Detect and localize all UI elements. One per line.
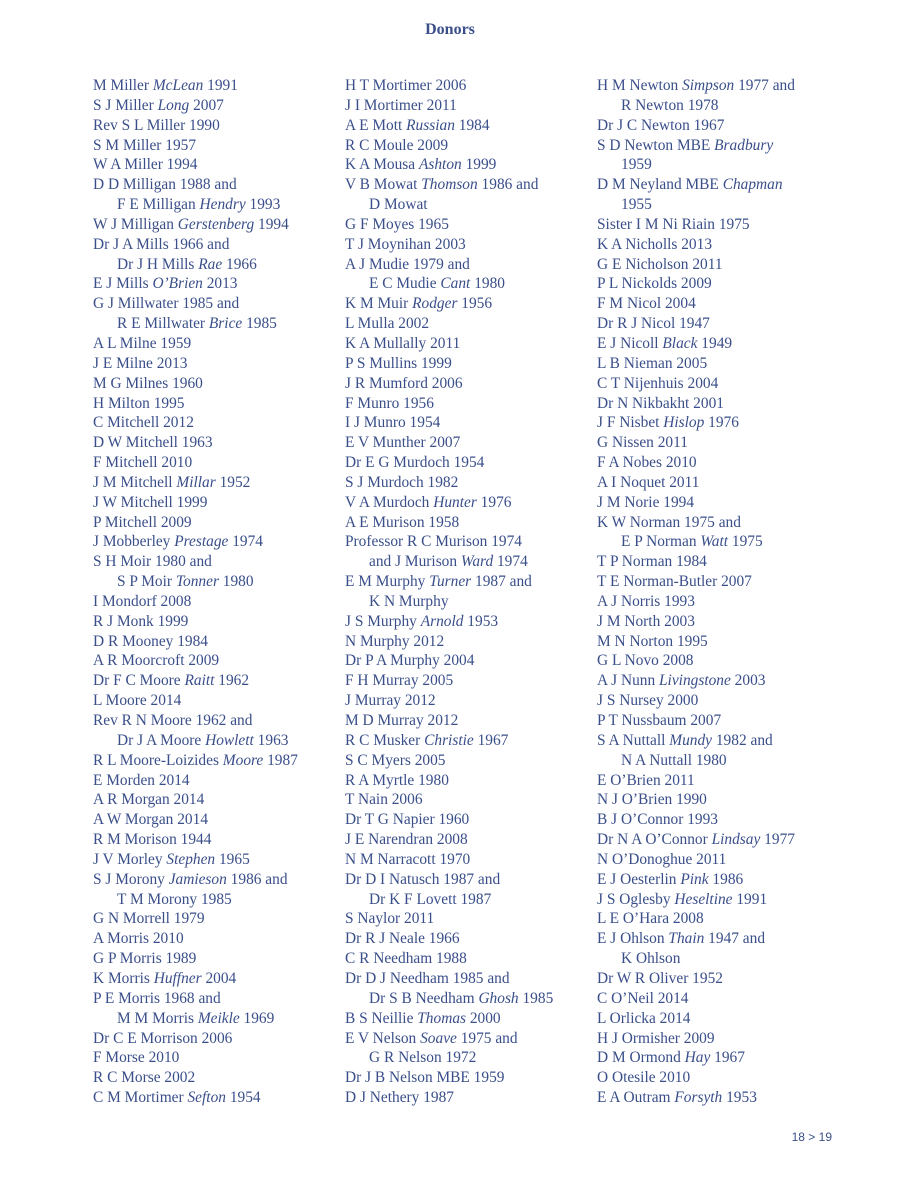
donor-entry: F Mitchell 2010 xyxy=(93,454,193,472)
maiden-name: Thomson xyxy=(421,176,478,194)
donor-entry: Dr R J Nicol 1947 xyxy=(597,315,710,333)
donor-entry: F H Murray 2005 xyxy=(345,672,454,690)
maiden-name: Livingstone xyxy=(659,672,731,690)
donor-entry: C R Needham 1988 xyxy=(345,950,467,968)
donor-entry: E O’Brien 2011 xyxy=(597,771,695,789)
donor-entry: K A Mullally 2011 xyxy=(345,334,461,352)
donor-entry: N M Narracott 1970 xyxy=(345,850,471,868)
donor-entry: N J O’Brien 1990 xyxy=(597,791,707,809)
donor-entry: J F Nisbet Hislop 1976 xyxy=(597,414,739,432)
donor-entry: E J Oesterlin Pink 1986 xyxy=(597,870,744,888)
maiden-name: Arnold xyxy=(420,612,464,630)
donor-entry: S J Morony Jamieson 1986 and T M Morony 1985 xyxy=(93,870,288,908)
donor-entry: Dr N A O’Connor Lindsay 1977 xyxy=(597,831,795,849)
maiden-name: Meikle xyxy=(197,1009,240,1027)
donor-entry: S J Murdoch 1982 xyxy=(345,473,459,491)
donor-entry: S C Myers 2005 xyxy=(345,751,446,769)
donor-entry: S M Miller 1957 xyxy=(93,136,197,154)
donor-entry: A J Norris 1993 xyxy=(597,592,695,610)
donor-entry: T E Norman-Butler 2007 xyxy=(597,573,752,591)
donor-entry: N O’Donoghue 2011 xyxy=(597,850,727,868)
maiden-name: Sefton xyxy=(187,1089,226,1107)
donor-entry: A R Moorcroft 2009 xyxy=(93,652,220,670)
donor-entry: D W Mitchell 1963 xyxy=(93,434,213,452)
donor-entry: R M Morison 1944 xyxy=(93,831,212,849)
donor-entry: N Murphy 2012 xyxy=(345,632,445,650)
donor-entry: Dr P A Murphy 2004 xyxy=(345,652,475,670)
donor-entry: E V Nelson Soave 1975 and G R Nelson 1972 xyxy=(345,1029,518,1067)
donor-column-2 xyxy=(345,76,595,1108)
maiden-name: Ghosh xyxy=(478,989,519,1007)
donor-entry: Dr D J Needham 1985 and Dr S B Needham Ghosh 1985 xyxy=(345,969,554,1007)
donor-entry: C Mitchell 2012 xyxy=(93,414,194,432)
donor-entry: G J Millwater 1985 and R E Millwater Brice 1985 xyxy=(93,295,277,333)
donor-entry: K A Nicholls 2013 xyxy=(597,235,713,253)
donor-entry: K Morris Huffner 2004 xyxy=(93,969,237,987)
donor-entry: R A Myrtle 1980 xyxy=(345,771,449,789)
donor-entry: A E Murison 1958 xyxy=(345,513,460,531)
maiden-name: Ashton xyxy=(418,156,462,174)
maiden-name: Soave xyxy=(420,1029,457,1047)
donor-entry: J Mobberley Prestage 1974 xyxy=(93,533,263,551)
donor-entry: R J Monk 1999 xyxy=(93,612,189,630)
donor-entry: L B Nieman 2005 xyxy=(597,354,708,372)
maiden-name: Raitt xyxy=(184,672,215,690)
donor-entry: P Mitchell 2009 xyxy=(93,513,192,531)
maiden-name: Christie xyxy=(424,731,474,749)
donor-entry: E M Murphy Turner 1987 and K N Murphy xyxy=(345,573,532,610)
donor-entry: D M Neyland MBE Chapman 1955 xyxy=(597,176,783,214)
donor-entry: J S Murphy Arnold 1953 xyxy=(345,612,499,630)
donor-entry: E V Munther 2007 xyxy=(345,434,461,452)
donor-entry: P T Nussbaum 2007 xyxy=(597,712,722,729)
donor-entry: J Murray 2012 xyxy=(345,692,436,710)
donor-entry: F Morse 2010 xyxy=(93,1049,180,1067)
donor-entry: C O’Neil 2014 xyxy=(597,989,689,1007)
donor-entry: T Nain 2006 xyxy=(345,791,423,809)
maiden-name: Lindsay xyxy=(711,831,761,849)
donor-entry: R C Musker Christie 1967 xyxy=(345,731,509,749)
donor-entry: M G Milnes 1960 xyxy=(93,374,203,392)
donor-entry: G Nissen 2011 xyxy=(597,434,688,452)
donor-entry: D M Ormond Hay 1967 xyxy=(597,1049,745,1067)
donor-entry: G N Morrell 1979 xyxy=(93,910,205,928)
donor-entry: D D Milligan 1988 and F E Milligan Hendry 1993 xyxy=(93,176,281,214)
donor-entry: E J Nicoll Black 1949 xyxy=(597,334,733,352)
donor-entry: A I Noquet 2011 xyxy=(597,473,700,491)
donor-entry: J M Mitchell Millar 1952 xyxy=(93,473,251,491)
maiden-name: Rodger xyxy=(412,295,458,313)
donor-entry: G L Novo 2008 xyxy=(597,652,694,670)
donor-entry: J E Narendran 2008 xyxy=(345,831,468,849)
donor-entry: Dr T G Napier 1960 xyxy=(345,811,470,829)
donor-entry: B S Neillie Thomas 2000 xyxy=(345,1009,501,1027)
donor-entry: I J Munro 1954 xyxy=(345,414,441,432)
donor-entry: A J Mudie 1979 and E C Mudie Cant 1980 xyxy=(345,255,505,293)
maiden-name: McLean xyxy=(152,77,204,94)
donor-entry: G P Morris 1989 xyxy=(93,950,197,968)
maiden-name: Hay xyxy=(684,1049,711,1067)
donor-entry: L Moore 2014 xyxy=(93,692,182,710)
maiden-name: Prestage xyxy=(174,533,229,551)
maiden-name: Russian xyxy=(406,116,455,134)
maiden-name: Hislop xyxy=(663,414,705,432)
donor-entry: J M Norie 1994 xyxy=(597,493,695,511)
donor-entry: S A Nuttall Mundy 1982 and N A Nuttall 1980 xyxy=(597,731,773,769)
donor-entry: R C Morse 2002 xyxy=(93,1069,196,1087)
donor-entry: Dr F C Moore Raitt 1962 xyxy=(93,672,250,690)
maiden-name: Huffner xyxy=(153,969,202,987)
donor-entry: J E Milne 2013 xyxy=(93,354,188,372)
maiden-name: Howlett xyxy=(205,731,254,749)
maiden-name: Rae xyxy=(198,255,223,273)
donor-entry: W J Milligan Gerstenberg 1994 xyxy=(93,215,289,233)
maiden-name: Turner xyxy=(429,573,472,591)
donor-entry: I Mondorf 2008 xyxy=(93,592,192,610)
donor-column-1 xyxy=(93,76,343,1108)
donor-entry: D R Mooney 1984 xyxy=(93,632,209,650)
maiden-name: Watt xyxy=(700,533,729,551)
donor-entry: B J O’Connor 1993 xyxy=(597,811,718,829)
donor-entry: J S Nursey 2000 xyxy=(597,692,699,710)
donor-entry: H T Mortimer 2006 xyxy=(345,77,467,94)
maiden-name: Chapman xyxy=(722,176,783,194)
donor-entry: C T Nijenhuis 2004 xyxy=(597,374,719,392)
donor-entry: L Mulla 2002 xyxy=(345,315,430,333)
maiden-name: Thomas xyxy=(417,1009,466,1027)
maiden-name: Gerstenberg xyxy=(177,215,255,233)
maiden-name: Bradbury xyxy=(714,136,774,154)
donor-entry: E A Outram Forsyth 1953 xyxy=(597,1089,757,1107)
donor-entry: A R Morgan 2014 xyxy=(93,791,205,809)
donor-entry: T P Norman 1984 xyxy=(597,553,707,571)
donor-entry: M N Norton 1995 xyxy=(597,632,708,650)
donor-entry: A W Morgan 2014 xyxy=(93,811,209,829)
maiden-name: Hunter xyxy=(433,493,477,511)
maiden-name: Simpson xyxy=(682,77,735,94)
donor-entry: Rev R N Moore 1962 and Dr J A Moore Howlett 1963 xyxy=(93,712,289,749)
donor-entry: G F Moyes 1965 xyxy=(345,215,449,233)
donor-entry: S H Moir 1980 and S P Moir Tonner 1980 xyxy=(93,553,254,591)
maiden-name: Pink xyxy=(680,870,709,888)
donor-entry: Dr E G Murdoch 1954 xyxy=(345,454,485,472)
maiden-name: Moore xyxy=(222,751,264,769)
donor-entry: J M North 2003 xyxy=(597,612,695,630)
donor-entry: O Otesile 2010 xyxy=(597,1069,691,1087)
donor-entry: C M Mortimer Sefton 1954 xyxy=(93,1089,261,1107)
donor-entry: T J Moynihan 2003 xyxy=(345,235,466,253)
donor-entry: Dr C E Morrison 2006 xyxy=(93,1029,233,1047)
donor-entry: J S Oglesby Heseltine 1991 xyxy=(597,890,768,908)
donor-entry: A Morris 2010 xyxy=(93,930,184,948)
donor-entry: K M Muir Rodger 1956 xyxy=(345,295,493,313)
donor-entry: F Munro 1956 xyxy=(345,394,434,412)
donor-entry: J I Mortimer 2011 xyxy=(345,96,457,114)
donor-entry: S Naylor 2011 xyxy=(345,910,435,928)
donor-entry: Dr W R Oliver 1952 xyxy=(597,969,723,987)
donor-entry: H M Newton Simpson 1977 and R Newton 1978 xyxy=(597,77,795,114)
donor-entry: D J Nethery 1987 xyxy=(345,1089,454,1107)
donor-entry: F A Nobes 2010 xyxy=(597,454,697,472)
donor-entry: V A Murdoch Hunter 1976 xyxy=(345,493,512,511)
donor-entry: S J Miller Long 2007 xyxy=(93,96,224,114)
donor-entry: R L Moore-Loizides Moore 1987 xyxy=(93,751,298,769)
page-title: Donors xyxy=(425,21,475,38)
donor-entry: H J Ormisher 2009 xyxy=(597,1029,715,1047)
donor-entry: K W Norman 1975 and E P Norman Watt 1975 xyxy=(597,513,763,551)
donor-entry: F M Nicol 2004 xyxy=(597,295,696,313)
donor-entry: Dr J B Nelson MBE 1959 xyxy=(345,1069,505,1087)
donor-entry: K A Mousa Ashton 1999 xyxy=(345,156,497,174)
donor-entry: Rev S L Miller 1990 xyxy=(93,116,220,134)
maiden-name: O’Brien xyxy=(152,275,203,293)
donor-entry: W A Miller 1994 xyxy=(93,156,198,174)
donor-entry: A L Milne 1959 xyxy=(93,334,192,352)
maiden-name: Mundy xyxy=(669,731,713,749)
maiden-name: Millar xyxy=(176,473,216,491)
donor-entry: L E O’Hara 2008 xyxy=(597,910,704,928)
donor-entry: M Miller McLean 1991 xyxy=(93,77,238,94)
donor-entry: Professor R C Murison 1974 and J Murison Ward 1974 xyxy=(345,533,528,571)
donor-entry: Dr J C Newton 1967 xyxy=(597,116,725,134)
donor-entry: J W Mitchell 1999 xyxy=(93,493,208,511)
donor-entry: S D Newton MBE Bradbury 1959 xyxy=(597,136,774,174)
donor-entry: P E Morris 1968 and M M Morris Meikle 1969 xyxy=(93,989,275,1027)
donor-entry: A J Nunn Livingstone 2003 xyxy=(597,672,766,690)
maiden-name: Stephen xyxy=(166,850,216,868)
maiden-name: Brice xyxy=(208,315,243,333)
maiden-name: Heseltine xyxy=(674,890,733,908)
donor-entry: Dr D I Natusch 1987 and Dr K F Lovett 1987 xyxy=(345,870,501,908)
maiden-name: Cant xyxy=(440,275,471,293)
donor-entry: Dr R J Neale 1966 xyxy=(345,930,460,948)
donor-entry: R C Moule 2009 xyxy=(345,136,449,154)
maiden-name: Hendry xyxy=(199,196,246,214)
page-number: 18 > 19 xyxy=(791,1130,832,1144)
donor-entry: J R Mumford 2006 xyxy=(345,374,463,392)
donor-entry: E Morden 2014 xyxy=(93,771,190,789)
donor-entry: Dr N Nikbakht 2001 xyxy=(597,394,724,412)
donor-entry: V B Mowat Thomson 1986 and D Mowat xyxy=(345,176,539,214)
maiden-name: Jamieson xyxy=(168,870,227,888)
donor-entry: E J Mills O’Brien 2013 xyxy=(93,275,238,293)
donor-entry: A E Mott Russian 1984 xyxy=(345,116,490,134)
maiden-name: Black xyxy=(662,334,698,352)
donor-entry: L Orlicka 2014 xyxy=(597,1009,691,1027)
donor-entry: H Milton 1995 xyxy=(93,394,185,412)
donor-column-3 xyxy=(597,76,847,1108)
donor-entry: Dr J A Mills 1966 and Dr J H Mills Rae 1966 xyxy=(93,235,257,273)
donor-entry: Sister I M Ni Riain 1975 xyxy=(597,215,750,233)
donor-entry: P S Mullins 1999 xyxy=(345,354,452,372)
maiden-name: Forsyth xyxy=(674,1089,723,1107)
maiden-name: Thain xyxy=(668,930,705,948)
donor-entry: M D Murray 2012 xyxy=(345,712,459,729)
maiden-name: Ward xyxy=(460,553,494,571)
donor-entry: P L Nickolds 2009 xyxy=(597,275,712,293)
maiden-name: Long xyxy=(157,96,190,114)
maiden-name: Tonner xyxy=(175,573,219,591)
donor-entry: G E Nicholson 2011 xyxy=(597,255,723,273)
donor-entry: E J Ohlson Thain 1947 and K Ohlson xyxy=(597,930,766,968)
donor-entry: J V Morley Stephen 1965 xyxy=(93,850,250,868)
